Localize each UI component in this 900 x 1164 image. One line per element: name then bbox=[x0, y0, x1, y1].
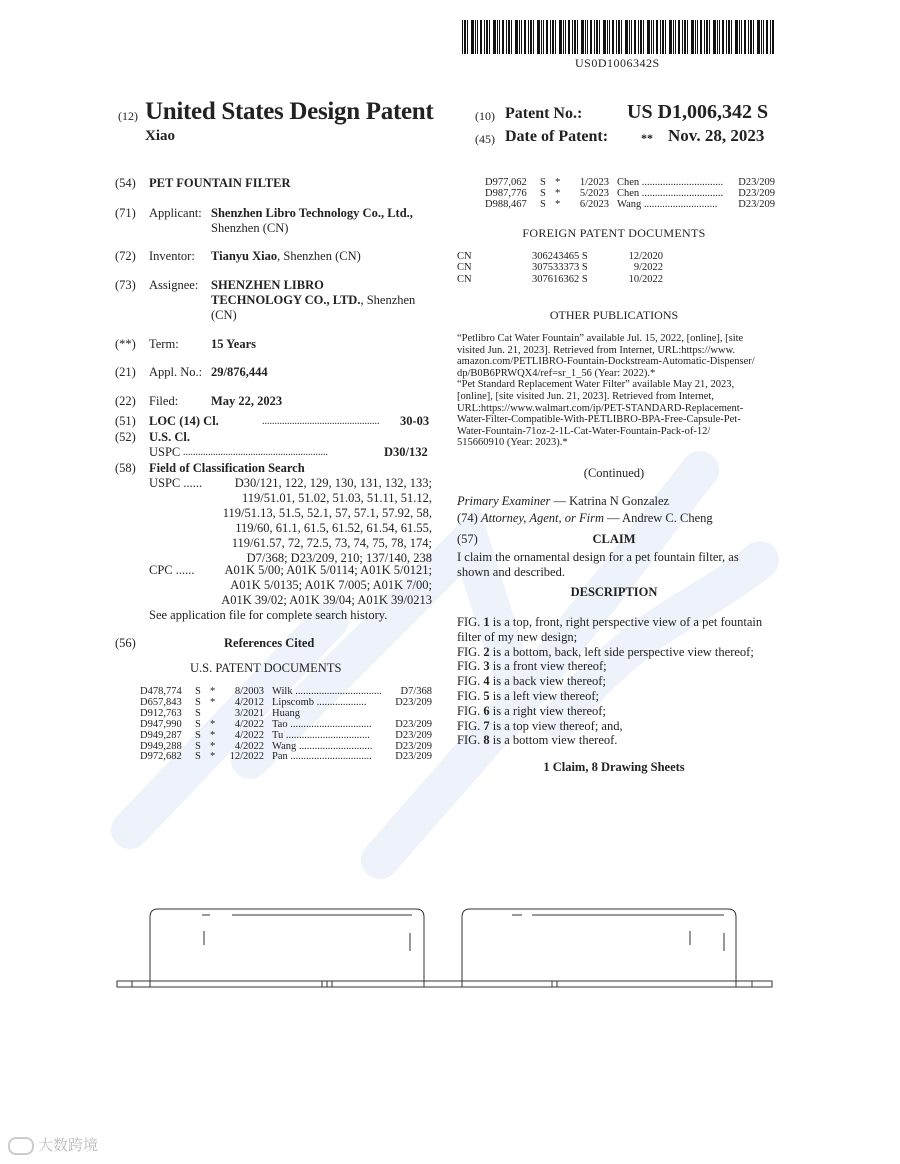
ref-date: 4/2022 bbox=[234, 718, 264, 730]
barcode-bar bbox=[631, 20, 632, 54]
ref-kind: S bbox=[540, 188, 546, 199]
ref-class: D7/368 bbox=[400, 686, 432, 697]
cpc-line: A01K 5/0135; A01K 7/005; A01K 7/00; bbox=[230, 578, 432, 592]
figure-description: FIG. 4 is a back view thereof; bbox=[457, 674, 606, 689]
barcode-bar bbox=[697, 20, 698, 54]
code-58: (58) bbox=[115, 461, 136, 475]
barcode-bar bbox=[660, 20, 661, 54]
barcode-bar bbox=[577, 20, 578, 54]
loc-label: LOC (14) Cl. bbox=[149, 414, 219, 428]
ref-number: D972,682 bbox=[140, 751, 182, 763]
code-term: (**) bbox=[115, 337, 136, 351]
barcode-bar bbox=[739, 20, 740, 54]
barcode-bar bbox=[555, 20, 556, 54]
ref-class: D23/209 bbox=[395, 740, 432, 752]
publication-line: “Petlibro Cat Water Fountain” available Jul. 15, 2022, [online], [site bbox=[457, 333, 744, 344]
barcode-bar bbox=[543, 20, 544, 54]
document-title: United States Design Patent bbox=[145, 98, 434, 125]
barcode-bar bbox=[678, 20, 680, 54]
filed-value: May 22, 2023 bbox=[211, 394, 283, 408]
ref-name: Chen ............................... bbox=[617, 188, 724, 199]
claim-text bbox=[457, 550, 777, 580]
barcode-bar bbox=[691, 20, 694, 54]
barcode-bar bbox=[695, 20, 696, 54]
loc-dots: ............................................... bbox=[262, 416, 380, 427]
barcode-bar bbox=[508, 20, 510, 54]
barcode-bar bbox=[753, 20, 754, 54]
footer-logo bbox=[8, 1134, 98, 1155]
field-search-label: Field of Classification Search bbox=[149, 461, 305, 475]
figure-description: FIG. 8 is a bottom view thereof. bbox=[457, 733, 618, 748]
barcode-bar bbox=[581, 20, 584, 54]
ref-date: 4/2022 bbox=[234, 740, 264, 752]
barcode-bar bbox=[618, 20, 620, 54]
publication-line: dp/B0B6PRWQX4/ref=sr_1_56 (Year: 2022).* bbox=[457, 367, 656, 379]
inventor-name: Tianyu Xiao bbox=[211, 249, 278, 263]
barcode-bar bbox=[537, 20, 540, 54]
barcode-bar bbox=[530, 20, 532, 54]
barcode-bar bbox=[713, 20, 716, 54]
code-51: (51) bbox=[115, 414, 136, 428]
publications bbox=[457, 333, 777, 449]
uspc-classes bbox=[190, 476, 432, 566]
filed-label: Filed: bbox=[149, 394, 179, 408]
barcode-bar bbox=[565, 20, 566, 54]
barcode-bar bbox=[741, 20, 742, 54]
foreign-country: CN bbox=[457, 251, 472, 262]
ref-name: Tu ................................ bbox=[272, 729, 370, 741]
ref-number: D988,467 bbox=[485, 199, 527, 210]
ref-class: D23/209 bbox=[395, 696, 432, 708]
other-publications-title: OTHER PUBLICATIONS bbox=[549, 308, 679, 322]
barcode-bar bbox=[484, 20, 485, 54]
barcode-bar bbox=[772, 20, 774, 54]
uspc-line: 119/60, 61.1, 61.5, 61.52, 61.54, 61.55, bbox=[235, 521, 432, 535]
uspc-label: USPC bbox=[149, 445, 181, 459]
barcode-bar bbox=[634, 20, 636, 54]
barcode-bar bbox=[656, 20, 658, 54]
foreign-country: CN bbox=[457, 262, 472, 274]
barcode-bar bbox=[665, 20, 666, 54]
code-56: (56) bbox=[115, 636, 136, 650]
patent-date: Nov. 28, 2023 bbox=[668, 126, 765, 145]
code-74: (74) bbox=[457, 511, 478, 525]
barcode-bar bbox=[464, 20, 466, 54]
ref-number: D987,776 bbox=[485, 188, 527, 199]
figure-description: FIG. 2 is a bottom, back, left side perspective view thereof; bbox=[457, 644, 754, 659]
uspc-line: 119/61.57, 72, 72.5, 73, 74, 75, 78, 174; bbox=[231, 536, 432, 550]
applicant-location: Shenzhen (CN) bbox=[211, 221, 289, 235]
ref-cited-marker: * bbox=[210, 718, 216, 730]
primary-examiner bbox=[457, 494, 669, 509]
foreign-number: 307616362 S bbox=[532, 273, 588, 285]
ref-cited-marker: * bbox=[555, 199, 561, 210]
ref-class: D23/209 bbox=[395, 729, 432, 741]
barcode-bar bbox=[717, 20, 718, 54]
uspc-line: 119/51.01, 51.02, 51.03, 51.11, 51.12, bbox=[241, 491, 432, 505]
barcode-bar bbox=[706, 20, 708, 54]
barcode-bar bbox=[502, 20, 504, 54]
us-patent-docs-title: U.S. PATENT DOCUMENTS bbox=[190, 661, 342, 675]
applicant-name: Shenzhen Libro Technology Co., Ltd., bbox=[211, 206, 413, 220]
ref-class: D23/209 bbox=[738, 199, 775, 210]
barcode-bar bbox=[621, 20, 622, 54]
barcode-bar bbox=[757, 20, 760, 54]
barcode-bar bbox=[766, 20, 768, 54]
code-22: (22) bbox=[115, 394, 136, 408]
barcode-bar bbox=[607, 20, 608, 54]
front-view-drawing bbox=[112, 905, 782, 990]
ref-name: Lipscomb ................... bbox=[272, 696, 367, 708]
barcode-bar bbox=[682, 20, 683, 54]
barcode-bar bbox=[493, 20, 496, 54]
barcode-bar bbox=[462, 20, 463, 54]
barcode-bar bbox=[651, 20, 652, 54]
foreign-date: 10/2022 bbox=[628, 273, 663, 285]
ref-kind: S bbox=[195, 718, 201, 730]
ref-kind: S bbox=[195, 696, 201, 708]
figure-descriptions bbox=[457, 615, 777, 748]
ref-name: Tao ............................... bbox=[272, 718, 372, 730]
claim-title: CLAIM bbox=[592, 532, 636, 546]
barcode-bar bbox=[574, 20, 576, 54]
applicant-short: Xiao bbox=[145, 128, 175, 144]
cpc-line: A01K 39/02; A01K 39/04; A01K 39/0213 bbox=[221, 593, 432, 607]
claims-summary: 1 Claim, 8 Drawing Sheets bbox=[543, 760, 685, 774]
references-title: References Cited bbox=[224, 636, 315, 650]
uspc-line: D7/368; D23/209, 210; 137/140, 238 bbox=[246, 551, 432, 565]
barcode-bar bbox=[499, 20, 500, 54]
barcode-bar bbox=[546, 20, 548, 54]
barcode-bar bbox=[477, 20, 478, 54]
barcode-bar bbox=[599, 20, 600, 54]
code-10: (10) bbox=[475, 109, 495, 123]
barcode-bar bbox=[590, 20, 592, 54]
figure-description: FIG. 3 is a front view thereof; bbox=[457, 659, 607, 674]
patent-number-label: Patent No.: bbox=[505, 105, 583, 122]
ref-number: D977,062 bbox=[485, 177, 527, 188]
barcode-bar bbox=[552, 20, 554, 54]
ref-date: 4/2022 bbox=[234, 729, 264, 741]
assignee-line2: TECHNOLOGY CO., LTD. bbox=[211, 293, 361, 307]
barcode-bar bbox=[506, 20, 507, 54]
barcode-bar bbox=[726, 20, 727, 54]
foreign-date: 9/2022 bbox=[633, 262, 663, 274]
ref-cited-marker: * bbox=[555, 188, 561, 199]
barcode-bar bbox=[704, 20, 705, 54]
code-54: (54) bbox=[115, 176, 136, 190]
ref-cited-marker: * bbox=[210, 696, 216, 708]
barcode-bar bbox=[770, 20, 771, 54]
ref-number: D949,287 bbox=[140, 729, 182, 741]
barcode-bar bbox=[731, 20, 732, 54]
barcode-bar bbox=[643, 20, 644, 54]
publication-line: Water-Filter-Compatible-With-PETLIBRO-BPA-Free-Capsule-Pet- bbox=[457, 414, 741, 426]
barcode-bar bbox=[594, 20, 595, 54]
ref-name: Huang bbox=[272, 707, 300, 719]
publication-line: amazon.com/PETLIBRO-Fountain-Dockstream-Automatic-Dispenser/ bbox=[457, 356, 755, 368]
ref-cited-marker: * bbox=[555, 177, 561, 188]
uspc-line: 119/51.13, 51.5, 52.1, 57, 57.1, 57.92, 58, bbox=[222, 506, 432, 520]
ref-kind: S bbox=[195, 729, 201, 741]
figure-description: FIG. 5 is a left view thereof; bbox=[457, 688, 599, 703]
date-label: Date of Patent: bbox=[505, 128, 609, 145]
barcode-bar bbox=[467, 20, 468, 54]
ref-date: 1/2023 bbox=[579, 177, 609, 188]
foreign-country: CN bbox=[457, 273, 472, 285]
publication-line: 515660910 (Year: 2023).* bbox=[457, 437, 568, 449]
attorney-label: Attorney, Agent, or Firm bbox=[480, 511, 604, 525]
barcode-bar bbox=[744, 20, 746, 54]
barcode-bar bbox=[550, 20, 551, 54]
ref-class: D23/209 bbox=[395, 718, 432, 730]
barcode-bar bbox=[616, 20, 617, 54]
description-title: DESCRIPTION bbox=[570, 585, 658, 599]
design-title: PET FOUNTAIN FILTER bbox=[149, 176, 291, 190]
ref-name: Wilk ................................. bbox=[272, 686, 382, 697]
barcode-bar bbox=[596, 20, 598, 54]
figure-description: FIG. 6 is a right view thereof; bbox=[457, 703, 606, 718]
examiner-name: — Katrina N Gonzalez bbox=[550, 494, 670, 508]
barcode-bar bbox=[675, 20, 676, 54]
foreign-number: 307533373 S bbox=[532, 262, 588, 274]
appl-no-label: Appl. No.: bbox=[149, 365, 203, 379]
figure-description: filter of my new design; bbox=[457, 629, 578, 644]
publication-line: URL:https://www.walmart.com/ip/PET-STANDARD-Replacement- bbox=[457, 402, 744, 414]
ref-name: Chen ............................... bbox=[617, 177, 724, 188]
uspc-dots: .......................................................... bbox=[183, 447, 328, 458]
ref-kind: S bbox=[540, 177, 546, 188]
barcode-bar bbox=[541, 20, 542, 54]
figure-description: FIG. 1 is a top, front, right perspective view of a pet fountain bbox=[457, 615, 763, 629]
ref-kind: S bbox=[195, 707, 201, 719]
barcode-bar bbox=[709, 20, 710, 54]
logo-icon bbox=[8, 1137, 34, 1155]
field-uspc-label: USPC ...... bbox=[149, 476, 203, 490]
barcode-bar bbox=[572, 20, 573, 54]
patent-number: US D1,006,342 S bbox=[627, 101, 769, 123]
inventor-location: , Shenzhen (CN) bbox=[277, 249, 361, 263]
barcode-bar bbox=[533, 20, 534, 54]
barcode-bar bbox=[585, 20, 586, 54]
barcode-bar bbox=[519, 20, 520, 54]
assignee-line1: SHENZHEN LIBRO bbox=[211, 278, 324, 292]
applicant-label: Applicant: bbox=[149, 206, 202, 220]
barcode bbox=[462, 20, 776, 56]
barcode-bar bbox=[515, 20, 518, 54]
ref-date: 3/2021 bbox=[234, 707, 264, 719]
barcode-bar bbox=[684, 20, 686, 54]
uspc-line: D30/121, 122, 129, 130, 131, 132, 133; bbox=[234, 476, 432, 490]
barcode-bar bbox=[638, 20, 639, 54]
uspc-value: D30/132 bbox=[384, 445, 428, 459]
publication-line: Water-Fountain-71oz-2-1L-Cat-Water-Fountain-Pack-of-12/ bbox=[457, 425, 711, 437]
code-71: (71) bbox=[115, 206, 136, 220]
date-marker: ** bbox=[641, 131, 653, 145]
barcode-bar bbox=[612, 20, 614, 54]
ref-cited-marker: * bbox=[210, 686, 216, 697]
code-57: (57) bbox=[457, 532, 478, 546]
ref-kind: S bbox=[195, 751, 201, 763]
barcode-bar bbox=[603, 20, 606, 54]
uscl-label: U.S. Cl. bbox=[149, 430, 190, 444]
barcode-bar bbox=[625, 20, 628, 54]
loc-value: 30-03 bbox=[400, 414, 430, 428]
barcode-bar bbox=[563, 20, 564, 54]
barcode-bar bbox=[471, 20, 474, 54]
cpc-label: CPC ...... bbox=[149, 563, 195, 577]
ref-number: D478,774 bbox=[140, 686, 182, 697]
barcode-bar bbox=[524, 20, 526, 54]
term-label: Term: bbox=[149, 337, 179, 351]
ref-number: D949,288 bbox=[140, 740, 182, 752]
ref-number: D947,990 bbox=[140, 718, 182, 730]
barcode-bar bbox=[669, 20, 672, 54]
barcode-bar bbox=[728, 20, 730, 54]
assignee-country: (CN) bbox=[211, 308, 237, 322]
barcode-bar bbox=[475, 20, 476, 54]
ref-cited-marker: * bbox=[210, 740, 216, 752]
code-73: (73) bbox=[115, 278, 136, 292]
barcode-bar bbox=[511, 20, 512, 54]
barcode-bar bbox=[480, 20, 482, 54]
attorney bbox=[457, 511, 713, 526]
code-45: (45) bbox=[475, 132, 495, 146]
claim-line: shown and described. bbox=[457, 565, 565, 579]
barcode-bar bbox=[559, 20, 562, 54]
ref-kind: S bbox=[195, 740, 201, 752]
ref-number: D657,843 bbox=[140, 696, 182, 708]
ref-name: Wang ............................ bbox=[272, 740, 373, 752]
publication-line: [online], [site visited Jun. 21, 2023]. Retrieved from Internet, bbox=[457, 390, 714, 402]
barcode-bar bbox=[489, 20, 490, 54]
assignee-city: , Shenzhen bbox=[360, 293, 416, 307]
continued-note: (Continued) bbox=[583, 466, 645, 480]
ref-date: 6/2023 bbox=[579, 199, 609, 210]
barcode-bar bbox=[497, 20, 498, 54]
ref-date: 12/2022 bbox=[229, 751, 264, 763]
figure-description: FIG. 7 is a top view thereof; and, bbox=[457, 718, 623, 733]
term-value: 15 Years bbox=[211, 337, 257, 351]
barcode-bar bbox=[687, 20, 688, 54]
ref-class: D23/209 bbox=[738, 177, 775, 188]
cpc-classes bbox=[190, 563, 432, 608]
barcode-bar bbox=[609, 20, 610, 54]
barcode-bar bbox=[719, 20, 720, 54]
barcode-bar bbox=[568, 20, 570, 54]
barcode-bar bbox=[587, 20, 588, 54]
ref-date: 5/2023 bbox=[579, 188, 609, 199]
ref-cited-marker: * bbox=[210, 751, 216, 763]
assignee-label: Assignee: bbox=[149, 278, 199, 292]
barcode-bar bbox=[486, 20, 488, 54]
ref-date: 8/2003 bbox=[234, 686, 264, 697]
barcode-bar bbox=[647, 20, 650, 54]
barcode-number: US0D1006342S bbox=[575, 56, 660, 70]
ref-kind: S bbox=[540, 199, 546, 210]
ref-cited-marker: * bbox=[210, 729, 216, 741]
code-52: (52) bbox=[115, 430, 136, 444]
ref-date: 4/2012 bbox=[234, 696, 264, 708]
ref-name: Pan ............................... bbox=[272, 751, 372, 763]
ref-kind: S bbox=[195, 686, 201, 697]
barcode-bar bbox=[653, 20, 654, 54]
appl-no-value: 29/876,444 bbox=[211, 365, 268, 379]
barcode-bar bbox=[662, 20, 664, 54]
code-21: (21) bbox=[115, 365, 136, 379]
publication-line: visited Jun. 21, 2023]. Retrieved from Internet, URL:https://www. bbox=[457, 344, 736, 356]
barcode-bar bbox=[629, 20, 630, 54]
code-12: (12) bbox=[118, 109, 138, 123]
examiner-label: Primary Examiner bbox=[457, 494, 551, 508]
code-72: (72) bbox=[115, 249, 136, 263]
barcode-bar bbox=[640, 20, 642, 54]
ref-number: D912,763 bbox=[140, 707, 182, 719]
publication-line: “Pet Standard Replacement Water Filter” available May 21, 2023, bbox=[457, 379, 735, 391]
ref-class: D23/209 bbox=[738, 188, 775, 199]
inventor-label: Inventor: bbox=[149, 249, 195, 263]
foreign-number: 306243465 S bbox=[532, 251, 588, 262]
ref-class: D23/209 bbox=[395, 751, 432, 763]
barcode-bar bbox=[763, 20, 764, 54]
claim-line: I claim the ornamental design for a pet fountain filter, as bbox=[457, 550, 739, 564]
foreign-docs-title: FOREIGN PATENT DOCUMENTS bbox=[522, 226, 706, 240]
foreign-date: 12/2020 bbox=[628, 251, 663, 262]
barcode-bar bbox=[700, 20, 702, 54]
barcode-bar bbox=[750, 20, 752, 54]
search-history-note: See application file for complete search history. bbox=[149, 608, 388, 622]
attorney-name: — Andrew C. Cheng bbox=[603, 511, 713, 525]
cpc-line: A01K 5/00; A01K 5/0114; A01K 5/0121; bbox=[224, 563, 432, 577]
barcode-bar bbox=[673, 20, 674, 54]
barcode-bar bbox=[521, 20, 522, 54]
ref-name: Wang ............................ bbox=[617, 199, 718, 210]
barcode-bar bbox=[761, 20, 762, 54]
logo-text: 大数跨境 bbox=[38, 1136, 99, 1154]
barcode-bar bbox=[722, 20, 724, 54]
barcode-bar bbox=[735, 20, 738, 54]
barcode-bar bbox=[528, 20, 529, 54]
barcode-bar bbox=[748, 20, 749, 54]
